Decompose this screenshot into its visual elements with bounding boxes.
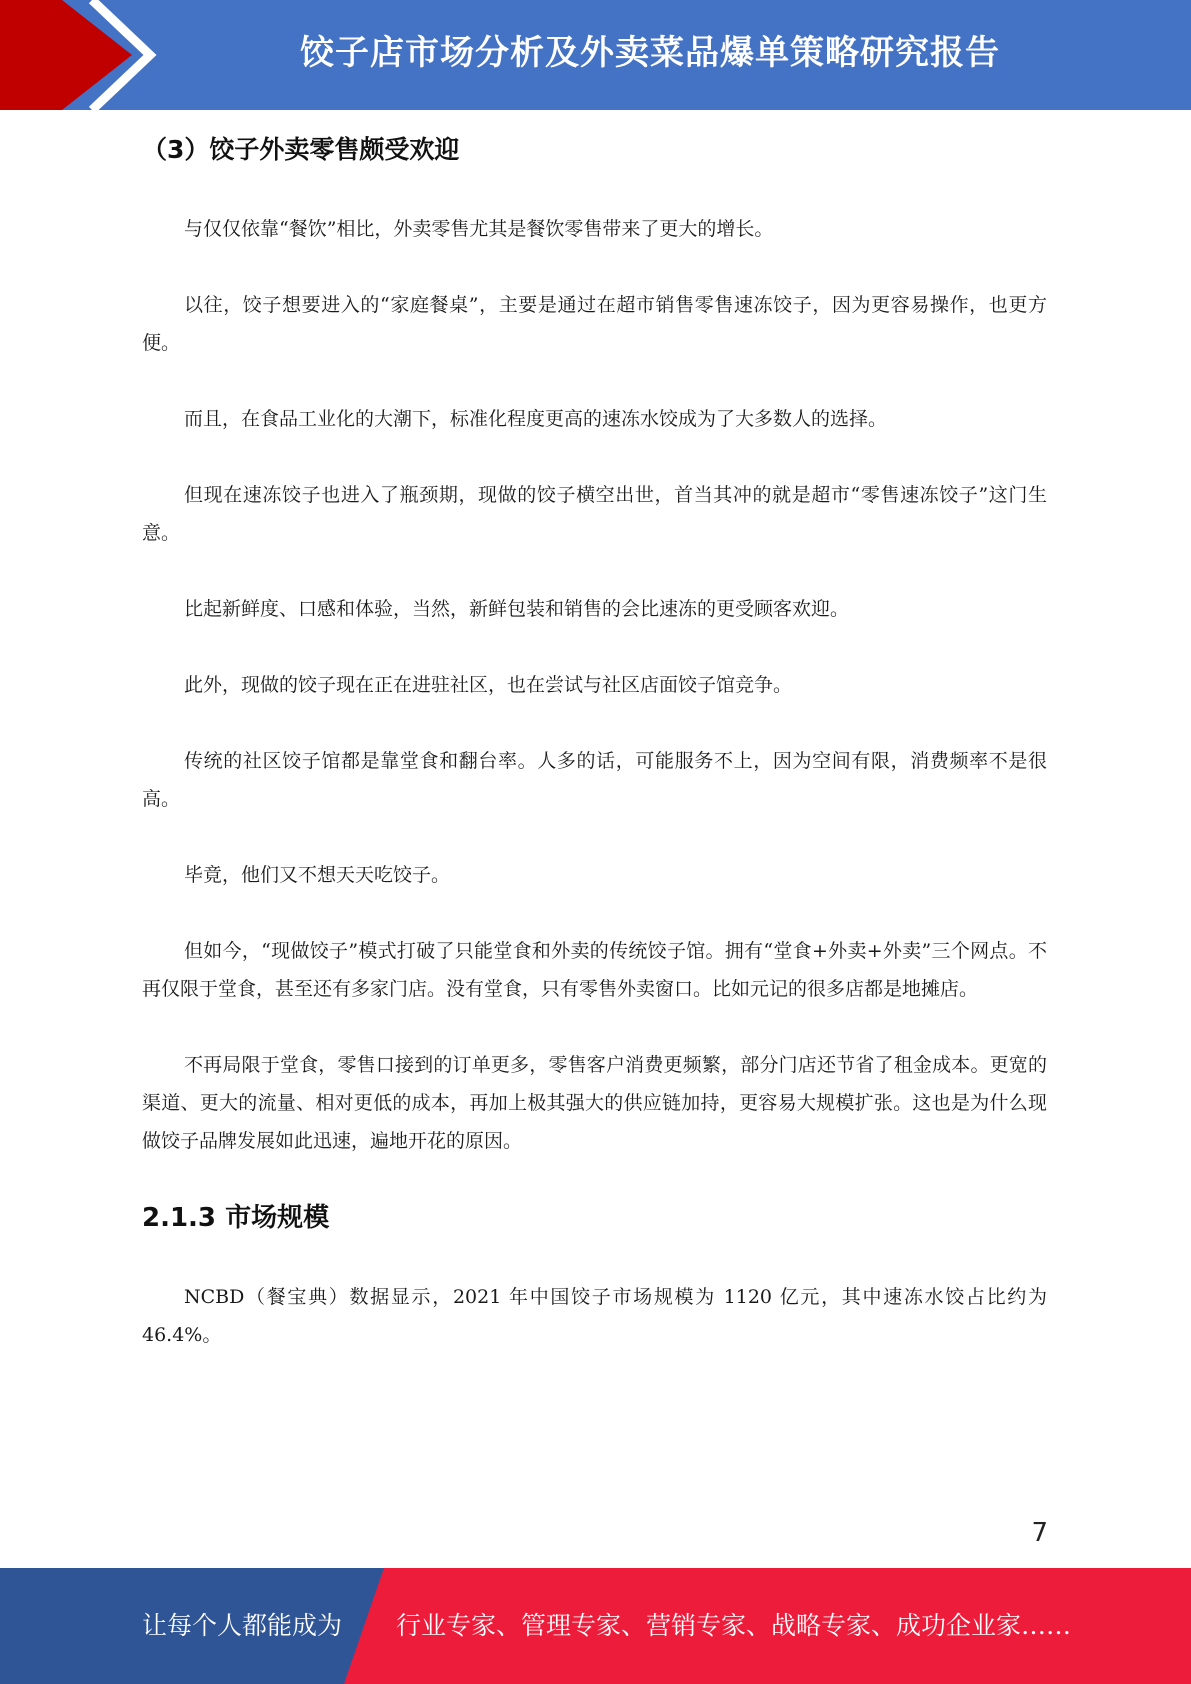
body-paragraph: 但如今，“现做饺子”模式打破了只能堂食和外卖的传统饺子馆。拥有“堂食+外卖+外卖”三个网点。不再仅限于堂食，甚至还有多家门店。没有堂食，只有零售外卖窗口。比如元记的很多店都是地摊店。 [142, 940, 1047, 1000]
footer-slogan-right: 行业专家、管理专家、营销专家、战略专家、成功企业家…… [396, 1611, 1072, 1640]
body-paragraph: 以往，饺子想要进入的“家庭餐桌”，主要是通过在超市销售零售速冻饺子，因为更容易操作，也更方便。 [142, 294, 1047, 354]
subsection-heading: （3）饺子外卖零售颇受欢迎 [142, 135, 460, 164]
page-header [0, 0, 1191, 110]
body-paragraph: 与仅仅依靠“餐饮”相比，外卖零售尤其是餐饮零售带来了更大的增长。 [184, 218, 774, 240]
body-paragraph: 不再局限于堂食，零售口接到的订单更多，零售客户消费更频繁，部分门店还节省了租金成本。更宽的渠道、更大的流量、相对更低的成本，再加上极其强大的供应链加持，更容易大规模扩张。这也是为什么现做饺子品牌发展如此迅速，遍地开花的原因。 [142, 1054, 1047, 1152]
body-paragraph: 此外，现做的饺子现在正在进驻社区，也在尝试与社区店面饺子馆竞争。 [184, 674, 793, 696]
footer-slogan-left: 让每个人都能成为 [142, 1611, 343, 1640]
body-paragraph: 传统的社区饺子馆都是靠堂食和翻台率。人多的话，可能服务不上，因为空间有限，消费频率不是很高。 [142, 750, 1047, 810]
body-paragraph: 而且，在食品工业化的大潮下，标准化程度更高的速冻水饺成为了大多数人的选择。 [184, 408, 888, 430]
body-paragraph: 但现在速冻饺子也进入了瓶颈期，现做的饺子横空出世，首当其冲的就是超市“零售速冻饺子”这门生意。 [142, 484, 1047, 544]
body-paragraph: 比起新鲜度、口感和体验，当然，新鲜包装和销售的会比速冻的更受顾客欢迎。 [184, 598, 850, 620]
page-footer [0, 1568, 1191, 1684]
page-number: 7 [1031, 1518, 1048, 1548]
page-content [142, 110, 1047, 1354]
body-paragraph: 毕竟，他们又不想天天吃饺子。 [184, 864, 451, 886]
section-heading-market-size: 2.1.3 市场规模 [142, 1203, 330, 1233]
report-title: 饺子店市场分析及外卖菜品爆单策略研究报告 [300, 33, 1000, 73]
market-size-paragraph: NCBD（餐宝典）数据显示，2021 年中国饺子市场规模为 1120 亿元，其中速冻水饺占比约为 46.4%。 [142, 1286, 1047, 1346]
